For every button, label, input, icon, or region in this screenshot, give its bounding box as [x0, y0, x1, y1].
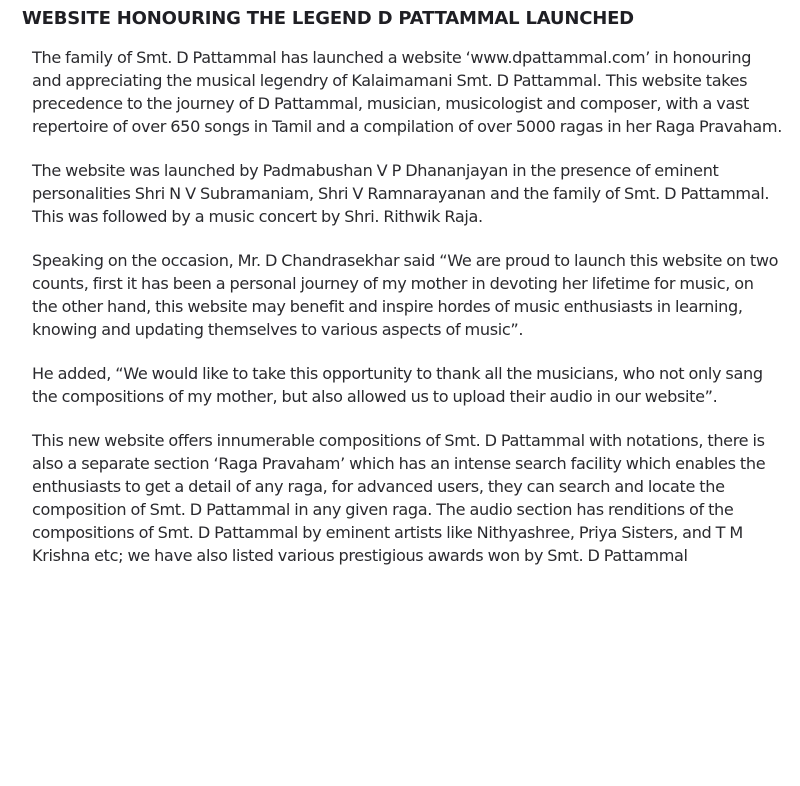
article-paragraph-launch: The family of Smt. D Pattammal has launched a website ‘www.dpattammal.com’ in honouring and appreciating the musical legendry of Kalaimamani Smt. D Pattammal. This website takes precedence to the journey of D Pattammal, musician, musicologist and composer, with a vast repertoire of over 650 songs in Tamil and a compilation of over 5000 ragas in her Raga Pravaham. [32, 48, 782, 136]
article-paragraph-launch-event: The website was launched by Padmabushan V P Dhananjayan in the presence of eminent personalities Shri N V Subramaniam, Shri V Ramnarayanan and the family of Smt. D Pattammal. This was followed by a music concert by Shri. Rithwik Raja. [32, 161, 770, 226]
article-title: WEBSITE HONOURING THE LEGEND D PATTAMMAL LAUNCHED [22, 8, 634, 29]
article-paragraph-quote: Speaking on the occasion, Mr. D Chandrasekhar said “We are proud to launch this website on two counts, first it has been a personal journey of my mother in devoting her lifetime for music, on the other hand, this website may benefit and inspire hordes of music enthusiasts in learning, knowing and updating themselves to various aspects of music”. [32, 251, 779, 339]
article-paragraph-thanks: He added, “We would like to take this opportunity to thank all the musicians, who not only sang the compositions of my mother, but also allowed us to upload their audio in our website”. [32, 364, 763, 406]
article-body [22, 46, 782, 567]
article-paragraph-features: This new website offers innumerable compositions of Smt. D Pattammal with notations, there is also a separate section ‘Raga Pravaham’ which has an intense search facility which enables the enthusiasts to get a detail of any raga, for advanced users, they can search and locate the composition of Smt. D Pattammal in any given raga. The audio section has renditions of the compositions of Smt. D Pattammal by eminent artists like Nithyashree, Priya Sisters, and T M Krishna etc; we have also listed various prestigious awards won by Smt. D Pattammal [32, 431, 766, 565]
